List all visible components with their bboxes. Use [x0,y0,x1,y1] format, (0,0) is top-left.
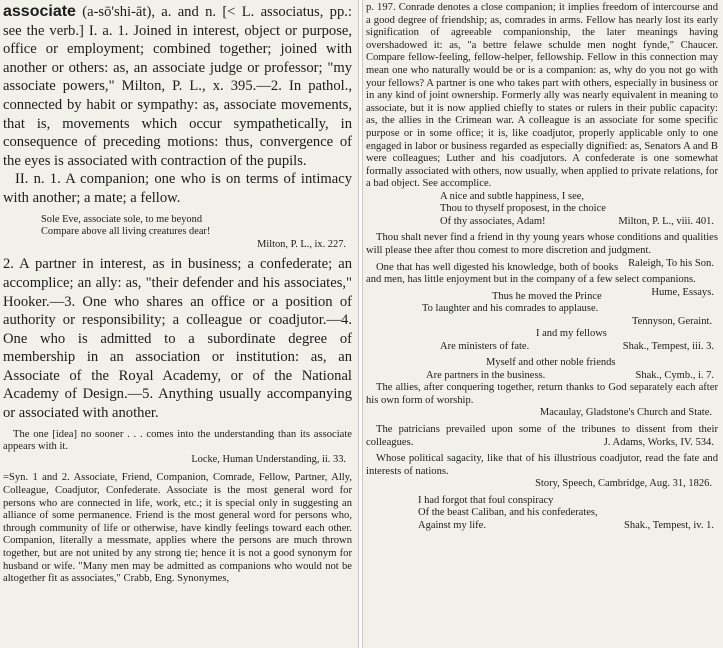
entry-block [3,3,352,170]
quote-milton2-line3: Of thy associates, Adam! [440,215,546,227]
quote-tempest2-source: Shak., Tempest, iv. 1. [624,519,714,531]
quote-story-text: Whose political sagacity, like that of his illustrious coadjutor, read the fate and interests of nations. [366,453,718,477]
quote-tempest1-line1: I and my fellows [536,328,607,340]
sense-noun-1-text: II. n. 1. A companion; one who is on terms of intimacy with another; a mate; a fellow. [3,171,352,206]
quote-tempest2-line1: I had forgot that foul conspiracy [418,494,554,506]
quote-tennyson-line1: Thus he moved the Prince [492,290,602,302]
quote-raleigh-text [366,232,718,269]
quote-raleigh-body: Thou shalt never find a friend in thy young years whose conditions and qualities will please thee after thou comest to more discretion and judgment. [366,232,718,256]
quote-hume-source: Hume, Essays. [651,286,714,298]
quote-milton2-line1: A nice and subtle happiness, I see, [440,190,585,202]
headword: associate [3,3,76,20]
etymology: [< L. associatus, pp.: see the verb.] [3,4,352,39]
quote-tempest2-line3-row [366,520,718,533]
quote-cymb-source: Shak., Cymb., i. 7. [635,369,714,381]
right-column [363,0,723,648]
pronunciation: (a-sō'shi-āt), a. and n. [75,4,217,20]
quote-adams-source: J. Adams, Works, IV. 534. [603,436,714,448]
quote-milton-source: Milton, P. L., ix. 227. [257,238,346,250]
quote-raleigh-source: Raleigh, To his Son. [628,257,714,269]
sense-noun-1 [3,170,352,207]
quote-adams-body: The patricians prevailed upon some of the tribunes to dissent from their colleagues. [366,423,718,448]
quote-tempest1-line2-row [366,341,718,354]
sense-adj-1: I. a. 1. Joined in interest, object or purpose, office or employment; combined together; joined with another or others: as, an associate judge or professor; "my associate powers," Milton, P. L., x. 395. [3,22,353,95]
quote-cymb-line2-row [366,370,718,383]
quote-macaulay-text: The allies, after conquering together, return thanks to God separately each after his own form of worship. [366,382,718,406]
quote-tennyson-source: Tennyson, Geraint. [631,315,712,327]
quote-milton2-source: Milton, P. L., viii. 401. [618,215,714,227]
quote-cymb-line2: Are partners in the business. [426,369,546,381]
quote-tempest2-line3: Against my life. [418,519,486,531]
synonyms-continuation: p. 197. Conrade denotes a close companion; it implies freedom of intercourse and a good degree of friendship; as, comrades in arms. Fellow has nearly lost its early signification of agreeable companionship, the later meanings having overshadowed it: as, "a bettre felawe schulde men noght fynde," Chaucer. Compare fellow-feeling, fellow-helper, fellowship. Fellow in this connection may mean one who naturally would be or is a companion: as, why do you not go with your fellows? A partner is one who takes part with others, especially in business or in any kind of joint ownership. Formerly ally was nearly equivalent in meaning to associate, but it is now applied chiefly to states or rulers in their public capacity: as, the allies in the Crimean war. A colleague is an associate for some specific purpose or in some office; it is, like coadjutor, properly applicable only to one engaged in labor or business regarded as especially dignified: as, Senators A and B were colleagues; Luther and his coadjutors. A confederate is one somewhat formally associated with others, now usually, when applied to private relations, for a bad object. See accomplice. [366,2,718,190]
left-column [0,0,356,648]
synonyms-paragraph: =Syn. 1 and 2. Associate, Friend, Companion, Comrade, Fellow, Partner, Ally, Colleague, Coadjutor, Confederate. Associate is the most general word for persons who are connected in life, work, etc.; it is special only in suggesting an alliance of some permanence. Friend is the most general word for persons who, through community of life or otherwise, have kindly feelings toward each other. Companion, literally a messmate, applies where the persons are much thrown together, but are not united by any strong tie; hence it is not a good synonym for husband or wife. "Many men may be admitted as companions who would not be altogether fit as associates," Crabb, Eng. Synonymes, [3,472,352,585]
quote-adams-text [366,424,718,449]
sense-adj-2: —2. In pathol., connected by habit or sympathy: as, associate movements, that is, movements which occur sympathetically, in consequence of preceding motions: thus, convergence of the eyes is associated with contraction of the pupils. [3,78,352,169]
quote-macaulay-source: Macaulay, Gladstone's Church and State. [539,407,712,419]
quote-tempest1-source: Shak., Tempest, iii. 3. [622,340,714,352]
quote-milton2-line3-row [366,216,718,229]
sense-noun-2-5: 2. A partner in interest, as in business; a confederate; an accomplice; an ally: as, "their defender and his associates," Hooker.—3. One who shares an office or a position of authority or responsibility; a colleague or coadjutor.—4. One who is admitted to a subordinate degree of membership in an association or institution: as, an Associate of the Royal Academy, or of the National Academy of Design.—5. Anything usually accompanying or associated with another. [3,256,352,422]
quote-hume-body: One that has well digested his knowledge, both of books and men, has little enjoyment but in the company of a few select companions. [366,261,696,286]
quote-milton-line1: Sole Eve, associate sole, to me beyond [41,213,203,225]
quote-locke-source: Locke, Human Understanding, ii. 33. [191,453,346,465]
quote-milton2-line2: Thou to thyself proposest, in the choice [440,203,606,215]
quote-tennyson-line2: To laughter and his comrades to applause. [422,303,599,315]
quote-story-source: Story, Speech, Cambridge, Aug. 31, 1826. [535,478,712,490]
quote-milton-line2: Compare above all living creatures dear! [41,226,211,238]
quote-tempest2-line2: Of the beast Caliban, and his confederates, [418,507,598,519]
quote-locke-text: The one [idea] no sooner . . . comes into the understanding than its associate appears with it. [3,428,352,453]
quote-tempest1-line2: Are ministers of fate. [440,340,530,352]
quote-cymb-line1: Myself and other noble friends [486,357,616,369]
